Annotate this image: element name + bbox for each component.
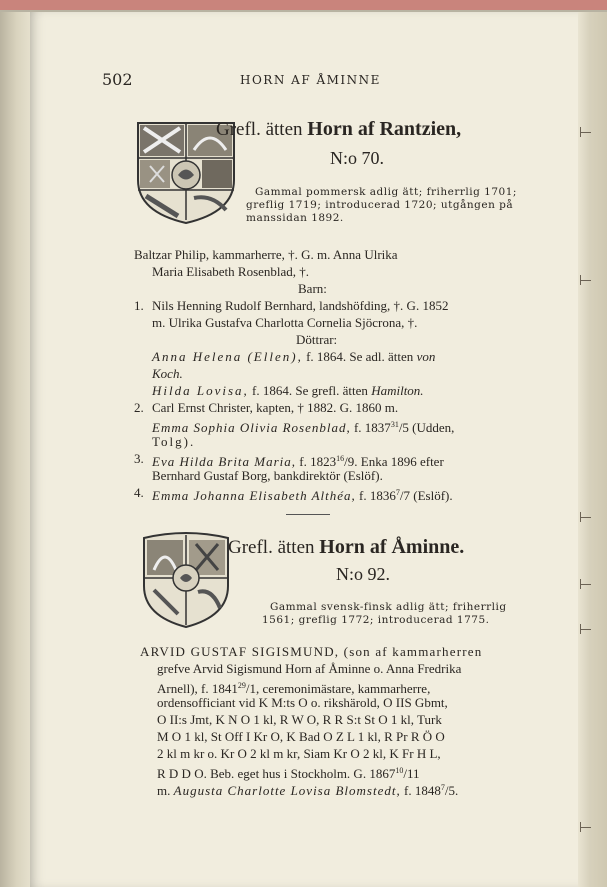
section2-desc-line2: 1561; greflig 1772; introducerad 1775. [262,614,490,626]
section2-heading-prefix: Grefl. ätten [228,537,315,558]
child4-sup: 7 [395,488,400,497]
arvid-line6: M O 1 kl, St Off I Kr O, K Bad O Z L 1 kl, R Pr R Ö O [157,729,445,744]
arvid-line9 [157,779,458,799]
section-divider [286,514,330,515]
daughter2-name: Hilda Lovisa, [152,383,249,398]
label-barn: Barn: [298,281,327,296]
child3-number: 3. [134,451,144,466]
daughter1-line2: Koch. [152,366,183,381]
arvid-line8-sup: 10 [395,766,404,775]
section1-heading-prefix: Grefl. ätten [216,119,303,140]
arvid-line9b: f. 1848 [404,783,441,798]
left-page-edge [0,12,30,887]
arvid-line3b: /1, ceremonimästare, kammarherre, [245,681,431,696]
child3-frac: /9. Enka 1896 efter [344,454,444,469]
right-page-edge [578,12,607,887]
child2-sup: 31 [390,420,399,429]
arvid-line3a: Arnell), f. 1841 [157,681,238,696]
child3-line2: Bernhard Gustaf Borg, bankdirektör (Eslöf). [152,468,383,483]
child1-line1: Nils Henning Rudolf Bernhard, landshöfding, †. G. 1852 [152,298,449,313]
arvid-line5: O II:s Jmt, K N O 1 kl, R W O, R R S:t St O 1 kl, Turk [157,712,442,727]
child4-number: 4. [134,485,144,500]
section2-heading-name: Horn af Åminne. [319,536,465,558]
section1-heading-name: Horn af Rantzien, [307,118,462,140]
arvid-line2: grefve Arvid Sigismund Horn af Åminne o. Anna Fredrika [157,661,462,676]
arvid-line9-sup: 7 [440,783,445,792]
child2-birth: f. 1837 [353,420,391,435]
arvid-line4: ordensofficiant vid K M:ts O o. rikshärold, O IIS Gbmt, [157,695,448,710]
running-head: HORN AF ÅMINNE [240,73,381,87]
child3-name: Eva Hilda Brita Maria, [152,454,297,469]
daughter1-name: Anna Helena (Ellen), [152,349,303,364]
arvid-line8-frac: /11 [403,766,420,781]
section2-heading [228,536,464,559]
child2-spouse-name: Emma Sophia Olivia Rosenblad, [152,420,351,435]
arvid-line9a: m. [157,783,171,798]
daughter2-ref: Hamilton. [371,383,424,398]
child4-frac: /7 (Eslöf). [399,488,453,503]
section1-desc-line1: Gammal pommersk adlig ätt; friherrlig 1701; [255,186,517,198]
child2-number: 2. [134,400,144,415]
top-binding-band [0,0,607,12]
label-dottrar: Döttrar: [296,332,338,347]
section1-heading [216,118,461,141]
daughter2-rest: f. 1864. Se grefl. ätten [252,383,368,398]
daughter1-line1 [152,348,435,365]
child4-line1 [152,484,453,504]
arvid-line3-sup: 29 [237,681,246,690]
section2-desc-line1: Gammal svensk-finsk adlig ätt; friherrlig [270,601,507,613]
arvid-line9-frac: /5. [444,783,459,798]
arvid-line1: ARVID GUSTAF SIGISMUND, (son af kammarherren [140,644,483,659]
child2-line2 [152,416,454,436]
child4-name: Emma Johanna Elisabeth Althéa, [152,488,356,503]
child2-line1: Carl Ernst Christer, kapten, † 1882. G. 1860 m. [152,400,399,415]
child3-sup: 16 [336,454,345,463]
child1-line2: m. Ulrika Gustafva Charlotta Cornelia Sjöcrona, †. [152,315,418,330]
arvid-line8-text: R D D O. Beb. eget hus i Stockholm. G. 1867 [157,766,396,781]
arvid-spouse-name: Augusta Charlotte Lovisa Blomstedt, [173,783,401,798]
child2-line3: Tolg). [152,434,196,449]
daughter1-von: von [416,349,436,364]
section1-desc-line3: manssidan 1892. [246,212,344,224]
daughter2-line [152,382,424,399]
section1-desc-line2: greflig 1719; introducerad 1720; utgången på [246,199,514,211]
section2-number: N:o 92. [336,564,390,584]
daughter1-rest: f. 1864. Se adl. ätten [306,349,414,364]
page-number: 502 [102,70,133,89]
child1-number: 1. [134,298,144,313]
section1-number: N:o 70. [330,148,384,168]
child2-frac: /5 (Udden, [398,420,455,435]
paragraph-baltzar-line2: Maria Elisabeth Rosenblad, †. [152,264,310,279]
arvid-line7: 2 kl m kr o. Kr O 2 kl m kr, Siam Kr O 2 kl, K Fr H L, [157,746,441,761]
coat-of-arms-horn-af-aminne [140,530,232,630]
child3-birth: f. 1823 [299,454,337,469]
paragraph-baltzar-line1: Baltzar Philip, kammarherre, †. G. m. Anna Ulrika [134,247,398,262]
child4-birth: f. 1836 [359,488,396,503]
